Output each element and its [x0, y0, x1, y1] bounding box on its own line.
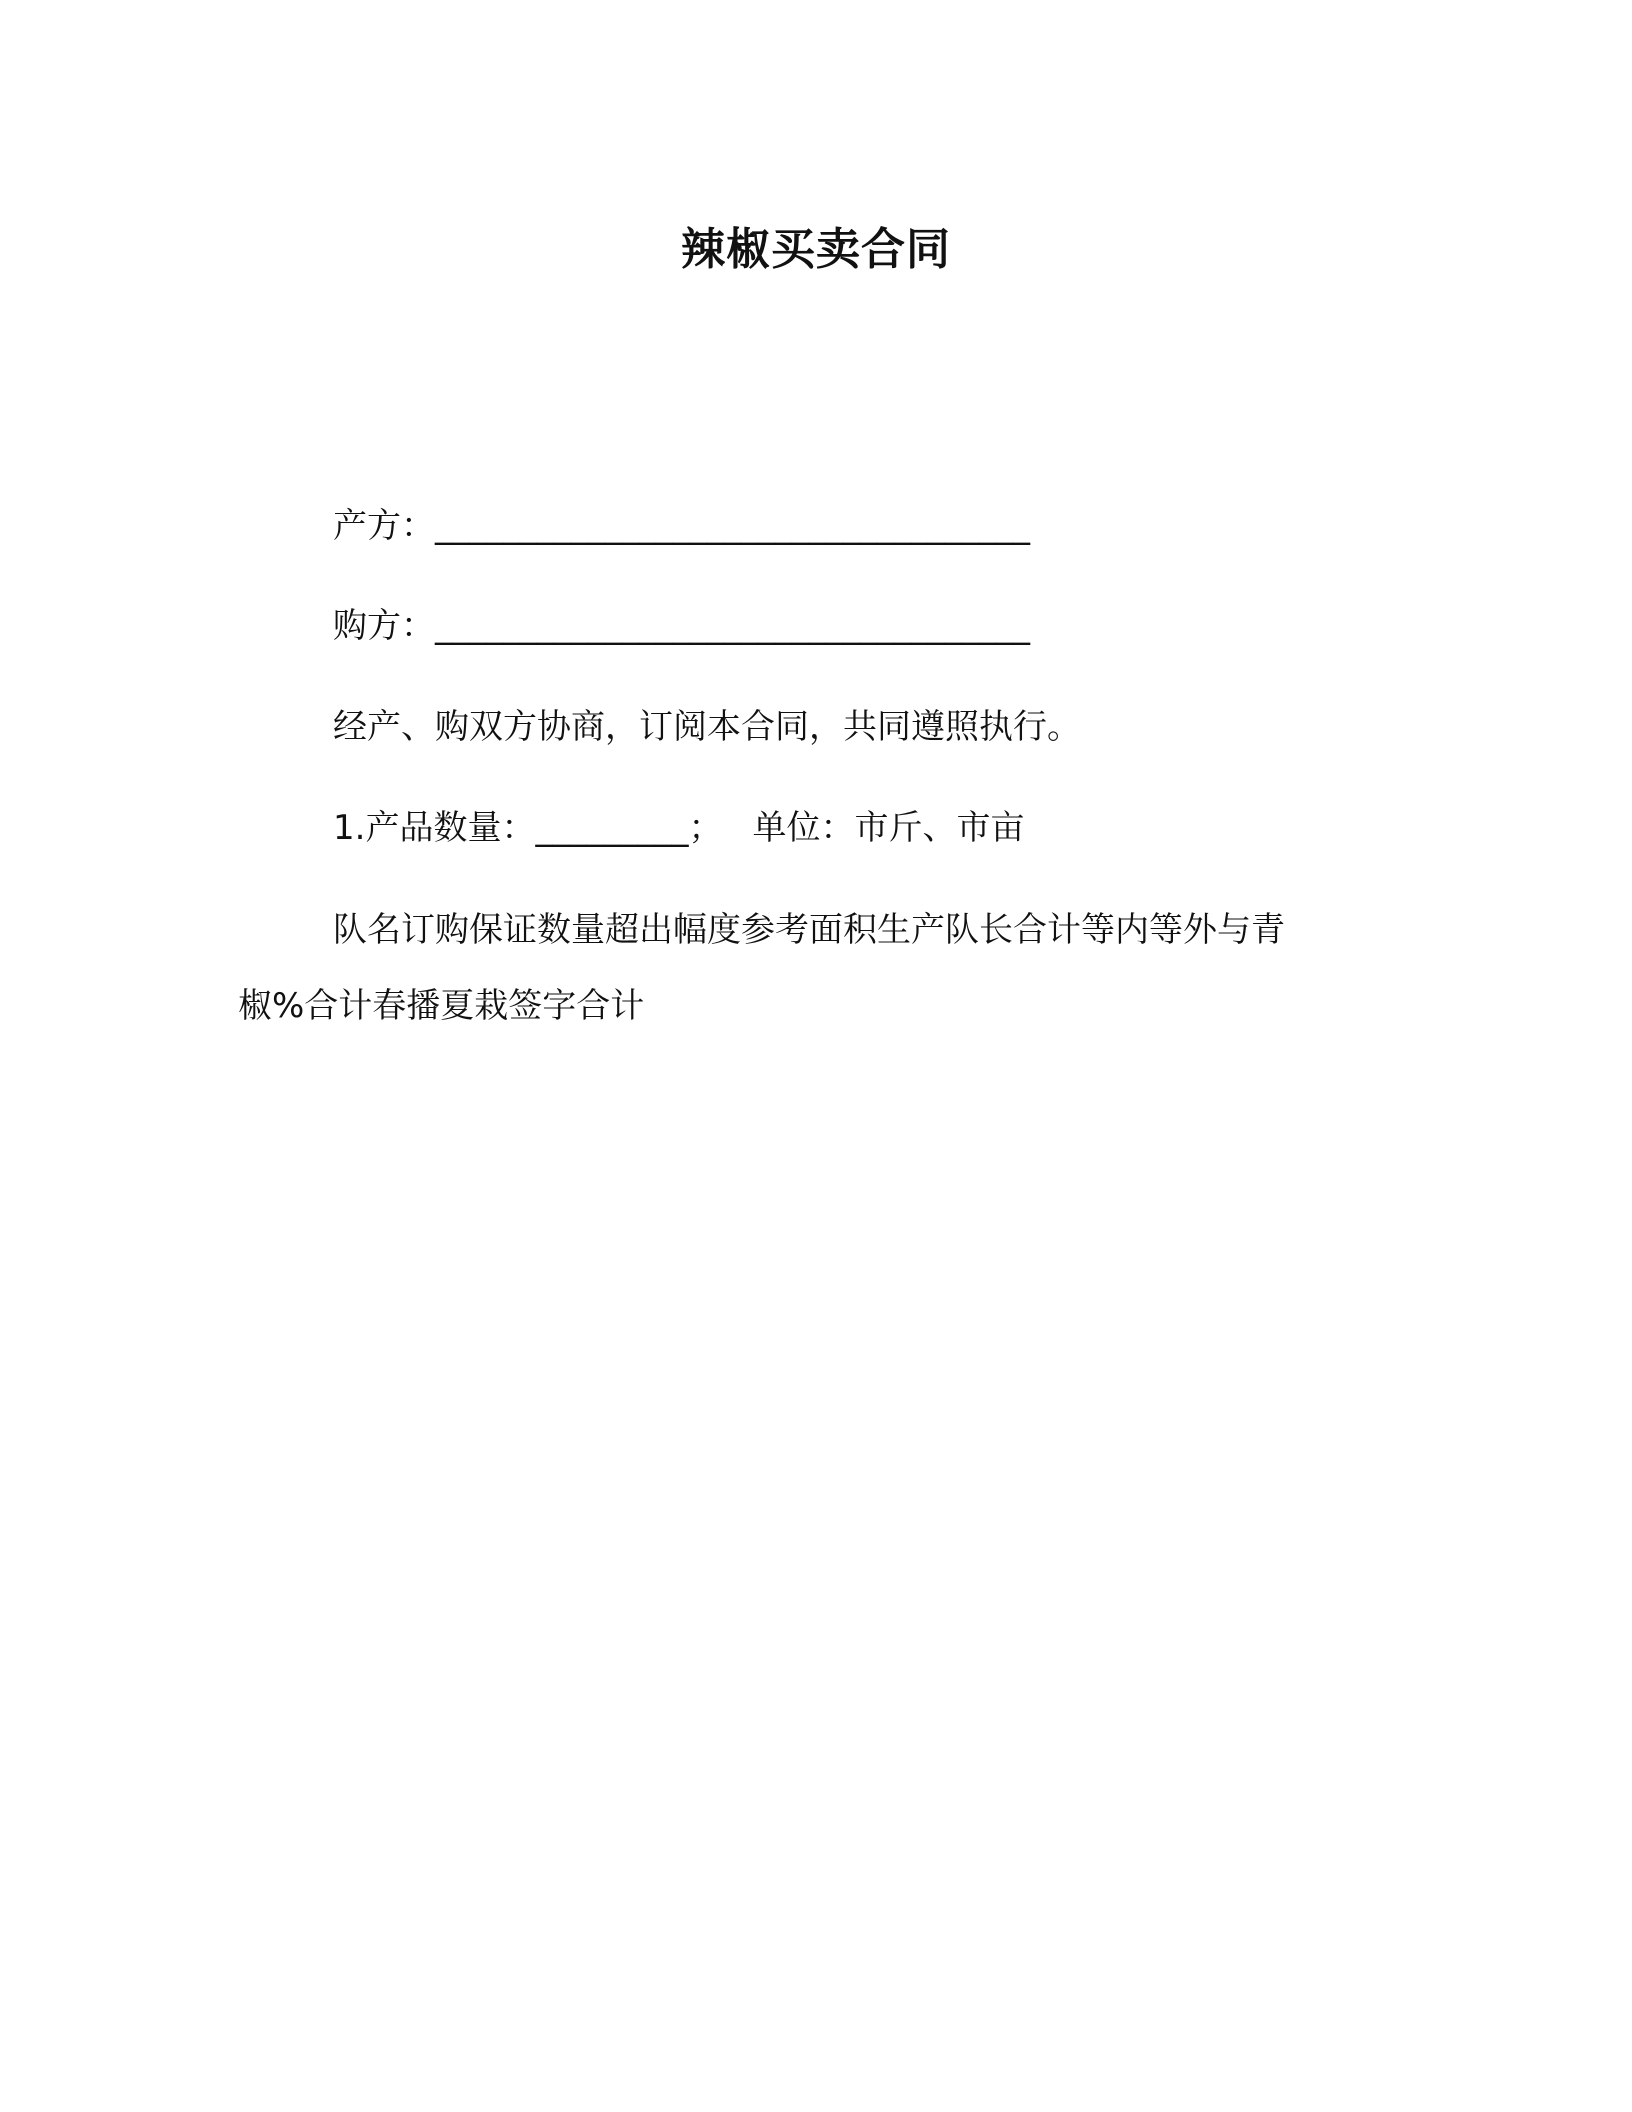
intro-paragraph: 经产、购双方协商，订阅本合同，共同遵照执行。 [333, 707, 1081, 747]
terms-line-2: 椒%合计春播夏栽签字合计 [238, 986, 645, 1026]
seller-blank: ___________________________________ [435, 506, 1030, 546]
clause-1-line [333, 806, 1024, 850]
clause-1-blank: _________； [535, 808, 723, 848]
terms-line-1: 队名订购保证数量超出幅度参考面积生产队长合计等内等外与青 [333, 910, 1285, 950]
clause-1-unit: 单位：市斤、市亩 [752, 808, 1025, 848]
buyer-label: 购方： [333, 606, 435, 646]
document-title: 辣椒买卖合同 [681, 224, 951, 275]
seller-line [333, 504, 1030, 548]
buyer-blank: ___________________________________ [435, 606, 1030, 646]
seller-label: 产方： [333, 506, 435, 546]
buyer-line [333, 604, 1030, 648]
clause-1-label: 1.产品数量： [333, 808, 536, 848]
